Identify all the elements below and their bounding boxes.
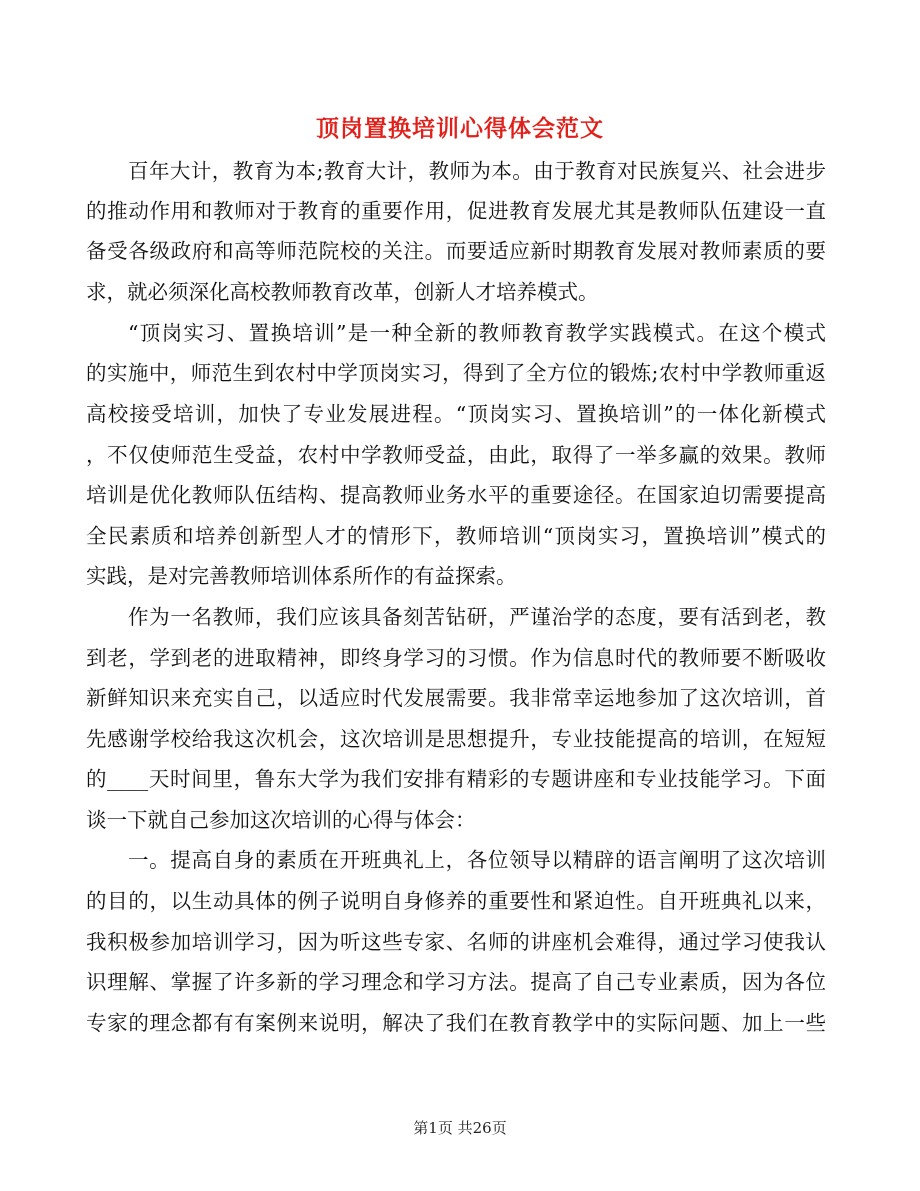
text-line: 的____天时间里，鲁东大学为我们安排有精彩的专题讲座和专业技能学习。下面 bbox=[86, 767, 826, 791]
text-line: 识理解、掌握了许多新的学习理念和学习方法。提高了自己专业素质，因为各位 bbox=[86, 970, 826, 994]
text-line: 谈一下就自己参加这次培训的心得与体会： bbox=[86, 808, 476, 832]
text-line: 我积极参加培训学习，因为听这些专家、名师的讲座机会难得，通过学习使我认 bbox=[86, 930, 826, 954]
text-line: ，不仅使师范生受益，农村中学教师受益，由此，取得了一举多赢的效果。教师 bbox=[86, 443, 826, 467]
text-line: 全民素质和培养创新型人才的情形下，教师培训“顶岗实习，置换培训”模式的 bbox=[86, 524, 826, 548]
text-line: “顶岗实习、置换培训”是一种全新的教师教育教学实践模式。在这个模式 bbox=[128, 321, 826, 345]
text-line: 一。提高自身的素质在开班典礼上，各位领导以精辟的语言阐明了这次培训 bbox=[128, 848, 826, 872]
document-title: 顶岗置换培训心得体会范文 bbox=[316, 116, 604, 142]
text-line: 培训是优化教师队伍结构、提高教师业务水平的重要途径。在国家迫切需要提高 bbox=[86, 483, 826, 507]
text-line: 作为一名教师，我们应该具备刻苦钻研，严谨治学的态度，要有活到老，教 bbox=[128, 605, 826, 629]
text-line: 百年大计，教育为本;教育大计，教师为本。由于教育对民族复兴、社会进步 bbox=[128, 159, 826, 183]
text-line: 专家的理念都有有案例来说明，解决了我们在教育教学中的实际问题、加上一些 bbox=[86, 1011, 826, 1035]
text-line: 新鲜知识来充实自己，以适应时代发展需要。我非常幸运地参加了这次培训，首 bbox=[86, 686, 826, 710]
text-line: 实践，是对完善教师培训体系所作的有益探索。 bbox=[86, 564, 517, 588]
text-line: 高校接受培训，加快了专业发展进程。“顶岗实习、置换培训”的一体化新模式 bbox=[86, 402, 826, 426]
text-line: 的实施中，师范生到农村中学顶岗实习，得到了全方位的锻炼;农村中学教师重返 bbox=[86, 361, 826, 385]
text-line: 的目的，以生动具体的例子说明自身修养的重要性和紧迫性。自开班典礼以来， bbox=[86, 889, 826, 913]
text-line: 的推动作用和教师对于教育的重要作用，促进教育发展尤其是教师队伍建设一直 bbox=[86, 199, 826, 223]
text-line: 先感谢学校给我这次机会，这次培训是思想提升，专业技能提高的培训，在短短 bbox=[86, 727, 826, 751]
text-line: 到老，学到老的进取精神，即终身学习的习惯。作为信息时代的教师要不断吸收 bbox=[86, 646, 826, 670]
page-footer: 第1页 共26页 bbox=[413, 1119, 507, 1137]
text-line: 求，就必须深化高校教师教育改革，创新人才培养模式。 bbox=[86, 280, 599, 304]
text-line: 备受各级政府和高等师范院校的关注。而要适应新时期教育发展对教师素质的要 bbox=[86, 239, 826, 263]
